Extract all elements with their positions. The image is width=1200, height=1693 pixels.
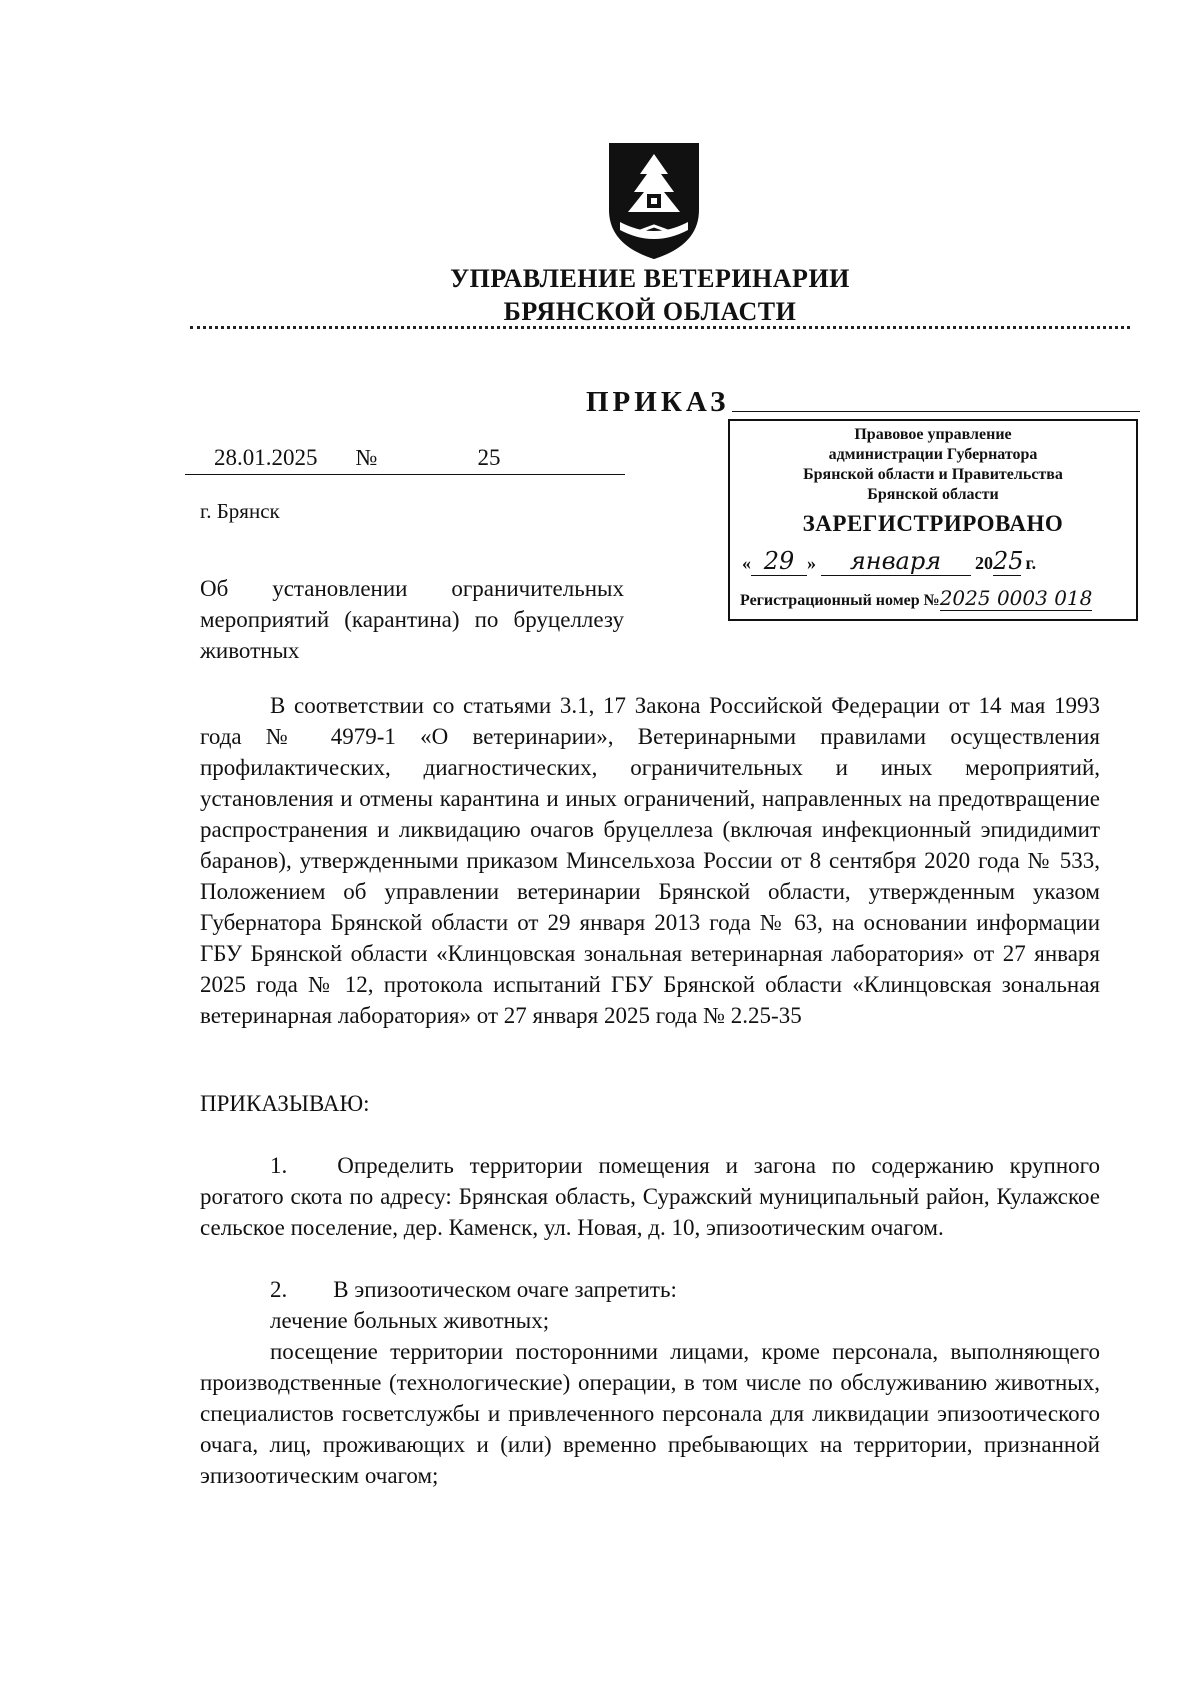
preamble-text: В соответствии со статьями 3.1, 17 Закона Российской Федерации от 14 мая 1993 года № 4979-1 «О ветеринарии», Ветеринарными правилами осуществления профилактических, диагностических, ограничительных и иных мероприятий, установления и отмены карантина и иных ограничений, направленных на предотвращение распространения и ликвидацию очагов бруцеллеза (включая инфекционный эпидидимит баранов), утвержденными приказом Минсельхоза России от 8 сентября 2020 года № 533, Положением об управлении ветеринарии Брянской области, утвержденным указом Губернатора Брянской области от 29 января 2013 года № 63, на основании информации ГБУ Брянской области «Клинцовская зональная ветеринарная лаборатория» от 27 января 2025 года № 12, протокола испытаний ГБУ Брянской области «Клинцовская зональная ветеринарная лаборатория» от 27 января 2025 года № 2.25-35	[200, 693, 1100, 1028]
stamp-line1: Правовое управление	[854, 426, 1012, 443]
title-rule	[732, 411, 1140, 412]
organization-name-line1: УПРАВЛЕНИЕ ВЕТЕРИНАРИИ	[450, 264, 850, 293]
order-verb: ПРИКАЗЫВАЮ:	[200, 1091, 370, 1116]
item-2	[200, 1274, 1100, 1491]
number-label: №	[355, 445, 378, 470]
header-divider	[190, 326, 1130, 329]
item-1-text: Определить территории помещения и загона по содержанию крупного рогатого скота по адресу: Брянская область, Суражский муниципальный район, Кулажское сельское поселение, дер. Каменск, ул. Новая, д. 10, эпизоотическим очагом.	[200, 1153, 1100, 1240]
stamp-year-end: г.	[1025, 553, 1037, 573]
city: г. Брянск	[200, 499, 280, 523]
stamp-day: 29	[751, 547, 807, 576]
stamp-line2: администрации Губернатора	[828, 446, 1038, 463]
item-2-number: 2.	[270, 1277, 288, 1302]
stamp-year-prefix: 20	[975, 553, 993, 573]
item-2-sub-b: посещение территории посторонними лицами, кроме персонала, выполняющего производственные (технологические) операции, в том числе по обслуживанию животных, специалистов госветслужбы и привлеченного персонала для ликвидации эпизоотического очага, лиц, проживающих и (или) временно пребывающих на территории, признанной эпизоотическим очагом;	[200, 1339, 1100, 1488]
item-1	[200, 1150, 1100, 1243]
document-number: 25	[477, 445, 501, 470]
stamp-month: января	[821, 547, 971, 576]
date-underline	[185, 474, 625, 475]
stamp-year-suffix: 25	[993, 547, 1024, 575]
stamp-date: « 29 » января 2025 г.	[742, 547, 1037, 575]
stamp-reg-label: Регистрационный номер №	[740, 592, 940, 609]
document-title: ПРИКАЗ	[586, 386, 730, 418]
coat-of-arms-emblem	[606, 140, 702, 262]
item-1-number: 1.	[270, 1153, 288, 1178]
document-date: 28.01.2025	[214, 445, 318, 470]
stamp-reg-number-line	[730, 586, 1136, 611]
item-2-text: В эпизоотическом очаге запретить:	[333, 1277, 677, 1302]
stamp-line4: Брянской области	[867, 486, 999, 503]
date-number-line	[184, 445, 500, 471]
document-subject: Об установлении ограничительных мероприятий (карантина) по бруцеллезу животных	[200, 576, 624, 663]
registration-stamp	[728, 419, 1138, 621]
item-2-sub-a: лечение больных животных;	[270, 1308, 550, 1333]
stamp-line3: Брянской области и Правительства	[803, 466, 1063, 483]
organization-name-line2: БРЯНСКОЙ ОБЛАСТИ	[503, 297, 797, 326]
preamble-paragraph	[200, 690, 1100, 1031]
stamp-reg-number: 2025 0003 018	[939, 586, 1093, 610]
stamp-registered: ЗАРЕГИСТРИРОВАНО	[802, 511, 1064, 536]
